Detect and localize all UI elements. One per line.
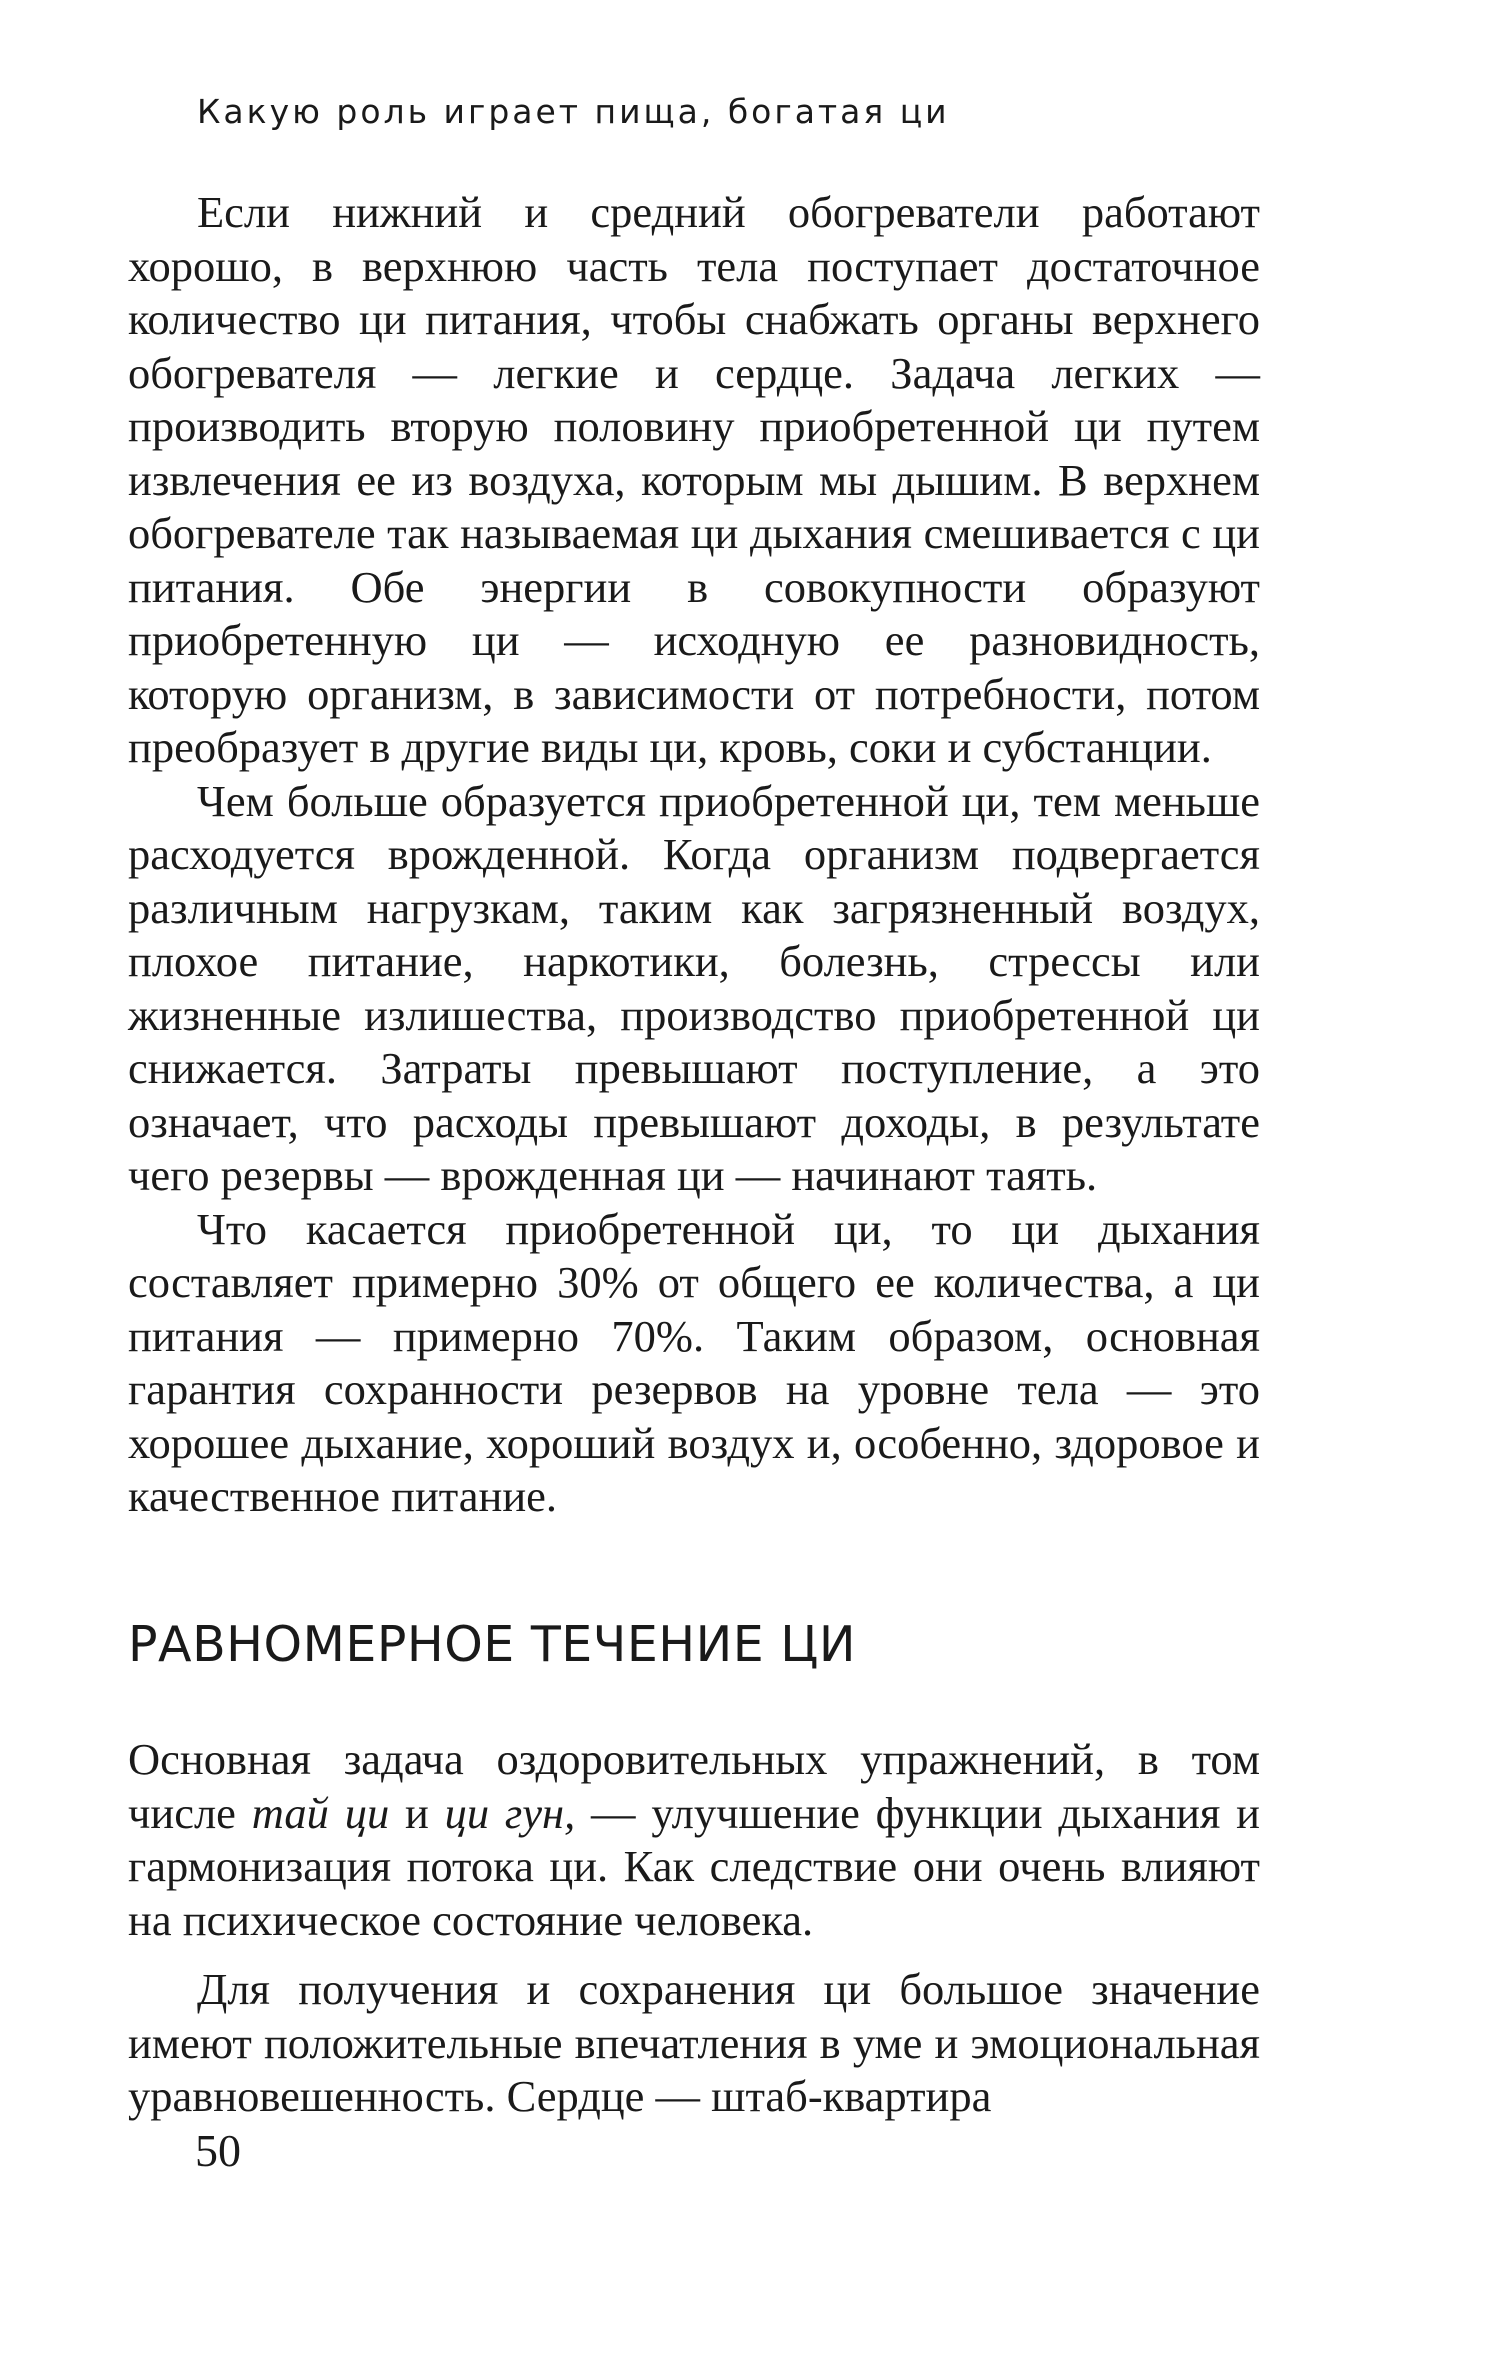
page-number: 50 <box>195 2125 241 2176</box>
term-tai-chi: тай ци <box>251 1787 390 1838</box>
section-paragraph-1-conjunction: и <box>389 1787 445 1838</box>
running-head: Какую роль играет пища, богатая ци <box>197 92 950 131</box>
section-paragraph-1 <box>128 1733 1260 1947</box>
paragraph-1: Если нижний и средний обогреватели работают хорошо, в верхнюю часть тела поступает достаточное количество ци питания, чтобы снабжать органы верхнего обогревателя — легкие и сердце. Задача легких — производить вторую половину приобретенной ци путем извлечения ее из воздуха, которым мы дышим. В верхнем обогревателе так называемая ци дыхания смешивается с ци питания. Обе энергии в совокупности образуют приобретенную ци — исходную ее разновидность, которую организм, в зависимости от потребности, потом преобразует в другие виды ци, кровь, соки и субстанции. <box>128 187 1260 772</box>
body-text-bottom <box>128 1733 1260 2124</box>
paragraph-2: Чем больше образуется приобретенной ци, тем меньше расходуется врожденной. Когда организм подвергается различным нагрузкам, таким как загрязненный воздух, плохое питание, наркотики, болезнь, стрессы или жизненные излишества, производство приобретенной ци снижается. Затраты превышают поступление, а это означает, что расходы превышают доходы, в результате чего резервы — врожденная ци — начинают таять. <box>128 775 1260 1200</box>
section-paragraph-1-end: — улучшение функции дыхания и гармонизация потока ци. Как следствие они очень влияют на психическое состояние человека. <box>128 1787 1260 1945</box>
section-paragraph-1-start: Основная задача оздоровительных упражнений, в том числе <box>128 1734 1260 1838</box>
term-qigong: ци гун, <box>444 1787 576 1838</box>
body-text-top <box>128 186 1260 1524</box>
section-heading: РАВНОМЕРНОЕ ТЕЧЕНИЕ ЦИ <box>128 1616 857 1673</box>
paragraph-3: Что касается приобретенной ци, то ци дыхания составляет примерно 30% от общего ее количества, а ци питания — примерно 70%. Таким образом, основная гарантия сохранности резервов на уровне тела — это хорошее дыхание, хороший воздух и, особенно, здоровое и качественное питание. <box>128 1203 1260 1521</box>
section-paragraph-2: Для получения и сохранения ци большое значение имеют положительные впечатления в уме и эмоциональная уравновешенность. Сердце — штаб-квартира <box>128 1964 1260 2121</box>
